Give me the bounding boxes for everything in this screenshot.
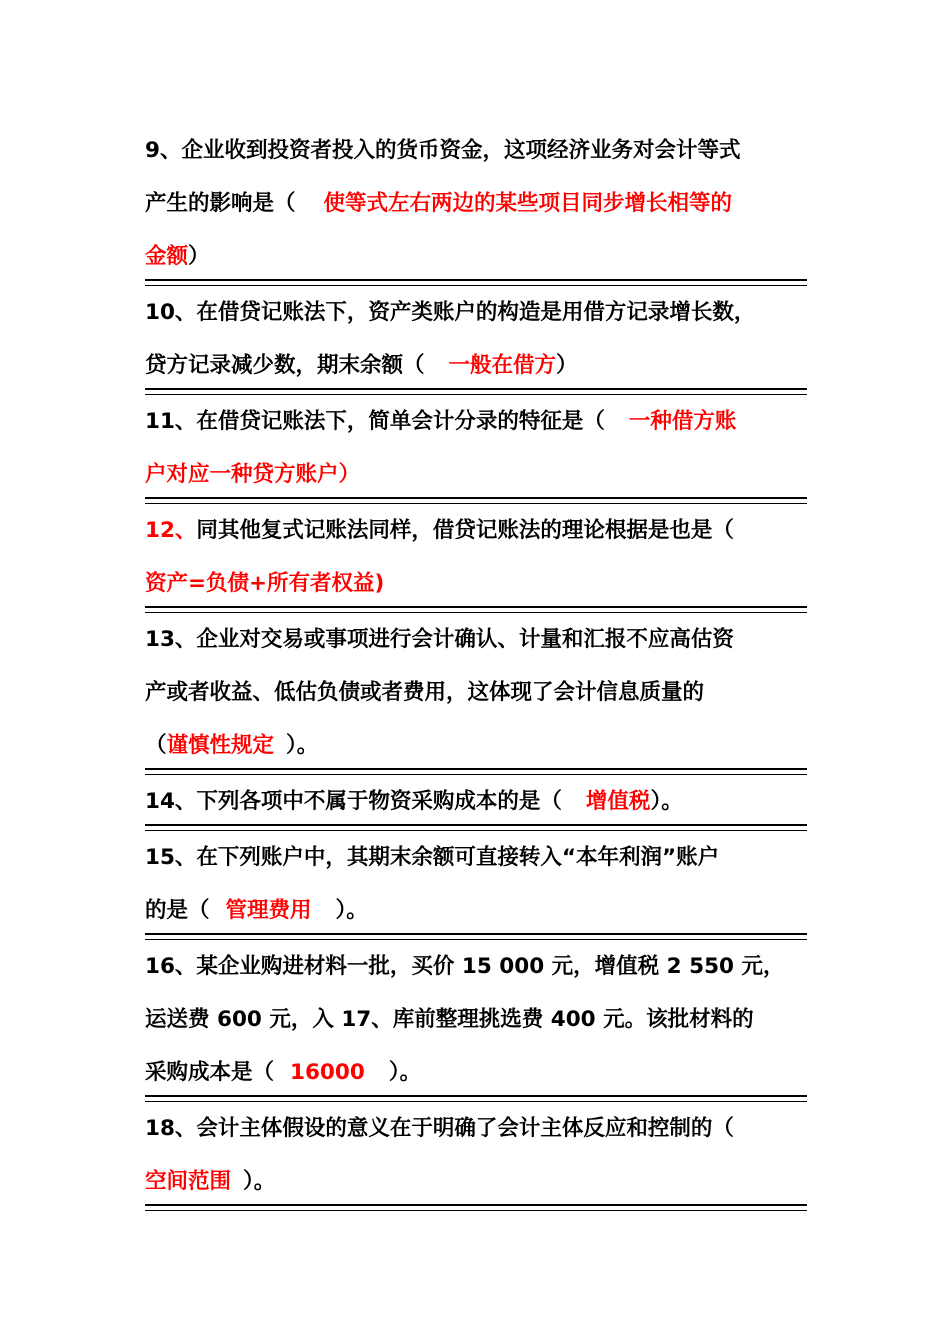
question-text: 18、会计主体假设的意义在于明确了会计主体反应和控制的（ xyxy=(145,1116,734,1141)
question-text: 的是（ xyxy=(145,898,210,923)
question-text-line xyxy=(145,1046,807,1099)
answer-text: 增值税 xyxy=(585,789,651,814)
question-text: （ xyxy=(145,733,167,758)
question-text-line xyxy=(145,504,807,557)
question-text: 16、某企业购进材料一批，买价 15 000 元，增值税 2 550 元， xyxy=(145,954,785,979)
question-15 xyxy=(145,831,807,940)
answer-text: 空间范围 xyxy=(145,1169,232,1194)
question-9 xyxy=(145,124,807,286)
answer-text: 户对应一种贷方账户） xyxy=(145,462,361,487)
question-text: ）。 xyxy=(650,789,683,814)
question-text: ）。 xyxy=(388,1060,422,1085)
question-14 xyxy=(145,775,807,831)
question-text: 14、下列各项中不属于物资采购成本的是（ xyxy=(145,789,562,814)
question-13 xyxy=(145,613,807,775)
question-text: ）。 xyxy=(243,1169,276,1194)
question-text-line xyxy=(145,884,807,937)
question-text: ） xyxy=(556,353,578,378)
question-text-line xyxy=(145,719,807,772)
question-18 xyxy=(145,1102,807,1211)
question-text: ） xyxy=(188,244,210,269)
question-text: ）。 xyxy=(335,898,368,923)
question-text: 9、企业收到投资者投入的货币资金，这项经济业务对会计等式 xyxy=(145,138,741,163)
divider xyxy=(145,279,807,286)
answer-text: 使等式左右两边的某些项目同步增长相等的 xyxy=(323,191,733,216)
question-text: 15、在下列账户中，其期末余额可直接转入“本年利润”账户 xyxy=(145,845,720,870)
answer-text: 谨慎性规定 xyxy=(166,733,275,758)
question-list xyxy=(145,124,807,1211)
answer-text: 资产=负债+所有者权益) xyxy=(145,571,385,596)
question-text-line xyxy=(145,339,807,392)
question-text-line xyxy=(145,230,807,283)
question-text: 运送费 600 元，入 17、库前整理挑选费 400 元。该批材料的 xyxy=(145,1007,754,1032)
question-text-line xyxy=(145,395,807,448)
question-text: 13、企业对交易或事项进行会计确认、计量和汇报不应高估资 xyxy=(145,627,734,652)
answer-text: 金额 xyxy=(145,244,189,269)
question-text: 产生的影响是（ xyxy=(145,191,296,216)
question-text: ）。 xyxy=(286,733,319,758)
answer-text: 一种借方账 xyxy=(628,409,737,434)
question-text-line xyxy=(145,177,807,230)
question-text: 采购成本是（ xyxy=(145,1060,275,1085)
question-number: 12、 xyxy=(145,518,197,543)
question-text-line xyxy=(145,775,807,828)
question-text: 同其他复式记账法同样，借贷记账法的理论根据是也是（ xyxy=(196,518,734,543)
question-text: 11、在借贷记账法下，简单会计分录的特征是（ xyxy=(145,409,605,434)
question-16 xyxy=(145,940,807,1102)
question-text: 贷方记录减少数，期末余额（ xyxy=(145,353,425,378)
answer-text: 管理费用 xyxy=(225,898,312,923)
answer-text: 16000 xyxy=(290,1060,365,1085)
question-text: 产或者收益、低估负债或者费用，这体现了会计信息质量的 xyxy=(145,680,705,705)
question-11 xyxy=(145,395,807,504)
answer-text: 一般在借方 xyxy=(448,353,557,378)
question-text-line xyxy=(145,1155,807,1208)
question-text: 10、在借贷记账法下，资产类账户的构造是用借方记录增长数， xyxy=(145,300,756,325)
question-10 xyxy=(145,286,807,395)
question-12 xyxy=(145,504,807,613)
